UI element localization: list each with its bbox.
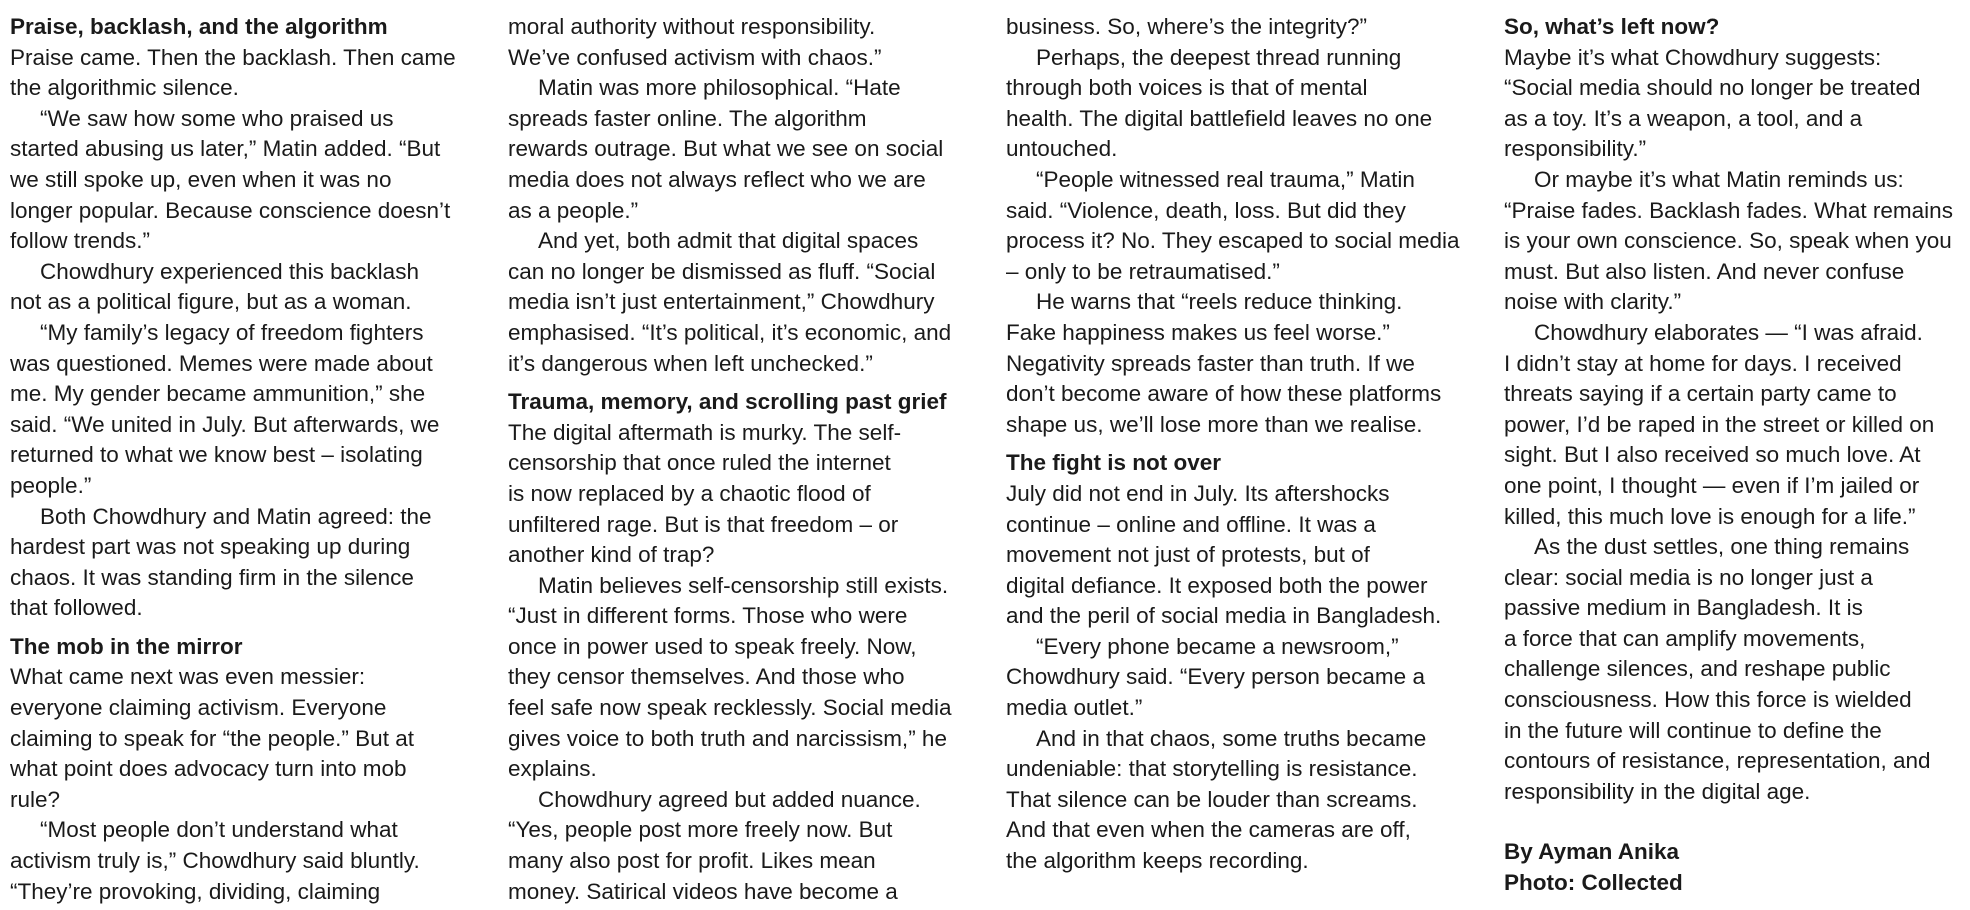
photo-credit: Photo: Collected xyxy=(1504,870,1683,896)
body-line: in the future will continue to define the xyxy=(1504,717,1882,743)
body-line: digital defiance. It exposed both the power xyxy=(1006,572,1428,598)
paragraph-first-line: And yet, both admit that digital spaces xyxy=(538,228,919,254)
body-line: “They’re provoking, dividing, claiming xyxy=(10,878,381,904)
body-line: consciousness. How this force is wielded xyxy=(1504,687,1912,713)
body-line: And that even when the cameras are off, xyxy=(1006,817,1411,843)
body-line: follow trends.” xyxy=(10,228,151,254)
section-heading: Praise, backlash, and the algorithm xyxy=(10,14,388,39)
body-line: Praise came. Then the backlash. Then came xyxy=(10,44,456,70)
paragraph-first-line: Perhaps, the deepest thread running xyxy=(1036,44,1402,70)
body-line: it’s dangerous when left unchecked.” xyxy=(508,350,873,376)
body-line: many also post for profit. Likes mean xyxy=(508,848,876,874)
body-line: emphasised. “It’s political, it’s economic, and xyxy=(508,319,952,345)
body-line: “Just in different forms. Those who were xyxy=(508,603,908,629)
body-line: moral authority without responsibility. xyxy=(508,14,876,39)
paragraph-first-line: “We saw how some who praised us xyxy=(40,105,394,131)
body-line: started abusing us later,” Matin added. “But xyxy=(10,136,441,162)
body-line: can no longer be dismissed as fluff. “Social xyxy=(508,258,936,284)
paragraph-first-line: Matin was more philosophical. “Hate xyxy=(538,75,901,101)
body-line: media does not always reflect who we are xyxy=(508,166,926,192)
article-column-3 xyxy=(1006,12,1481,877)
body-line: July did not end in July. Its aftershocks xyxy=(1006,480,1390,506)
body-line: The digital aftermath is murky. The self- xyxy=(508,419,902,445)
body-line: the algorithmic silence. xyxy=(10,75,239,101)
body-line: gives voice to both truth and narcissism,” he xyxy=(508,725,947,751)
body-line: rule? xyxy=(10,786,61,812)
body-line: they censor themselves. And those who xyxy=(508,664,905,690)
body-line: as a people.” xyxy=(508,197,639,223)
body-line: rewards outrage. But what we see on social xyxy=(508,136,944,162)
body-line: Chowdhury said. “Every person became a xyxy=(1006,664,1425,690)
body-line: returned to what we know best – isolating xyxy=(10,442,423,468)
body-line: that followed. xyxy=(10,595,143,621)
body-line: threats saying if a certain party came to xyxy=(1504,381,1897,407)
body-line: “Praise fades. Backlash fades. What remains xyxy=(1504,197,1953,223)
body-line: media outlet.” xyxy=(1006,695,1143,721)
body-line: killed, this much love is enough for a life.” xyxy=(1504,503,1916,529)
body-line: shape us, we’ll lose more than we realise. xyxy=(1006,411,1423,437)
body-line: responsibility.” xyxy=(1504,136,1647,162)
paragraph-first-line: “Most people don’t understand what xyxy=(40,817,398,843)
body-line: chaos. It was standing firm in the silence xyxy=(10,564,414,590)
paragraph-first-line: As the dust settles, one thing remains xyxy=(1534,534,1910,560)
body-line: power, I’d be raped in the street or killed on xyxy=(1504,411,1935,437)
paragraph-first-line: “Every phone became a newsroom,” xyxy=(1036,633,1399,659)
body-line: censorship that once ruled the internet xyxy=(508,450,891,476)
section-heading: The mob in the mirror xyxy=(10,633,243,659)
paragraph-first-line: “My family’s legacy of freedom fighters xyxy=(40,319,424,345)
body-line: passive medium in Bangladesh. It is xyxy=(1504,595,1863,621)
body-line: said. “We united in July. But afterwards, we xyxy=(10,411,440,437)
body-line: a force that can amplify movements, xyxy=(1504,625,1866,651)
section-heading: Trauma, memory, and scrolling past grief xyxy=(508,389,947,415)
body-line: movement not just of protests, but of xyxy=(1006,542,1370,568)
body-line: what point does advocacy turn into mob xyxy=(10,756,407,782)
body-line: as a toy. It’s a weapon, a tool, and a xyxy=(1504,105,1863,131)
body-line: is now replaced by a chaotic flood of xyxy=(508,480,871,506)
body-line: activism truly is,” Chowdhury said bluntly. xyxy=(10,848,420,874)
body-line: challenge silences, and reshape public xyxy=(1504,656,1891,682)
body-line: Negativity spreads faster than truth. If we xyxy=(1006,350,1415,376)
article-column-2 xyxy=(508,12,983,907)
body-line: explains. xyxy=(508,756,597,782)
body-line: claiming to speak for “the people.” But at xyxy=(10,725,414,751)
body-line: “Yes, people post more freely now. But xyxy=(508,817,893,843)
body-line: business. So, where’s the integrity?” xyxy=(1006,14,1368,39)
body-line: not as a political figure, but as a woman. xyxy=(10,289,412,315)
byline: By Ayman Anika xyxy=(1504,839,1680,865)
body-line: money. Satirical videos have become a xyxy=(508,878,898,904)
body-line: continue – online and offline. It was a xyxy=(1006,511,1376,537)
body-line: we still spoke up, even when it was no xyxy=(10,166,392,192)
body-line: is your own conscience. So, speak when you xyxy=(1504,228,1952,254)
body-line: one point, I thought — even if I’m jailed or xyxy=(1504,472,1920,498)
section-heading: So, what’s left now? xyxy=(1504,14,1720,39)
body-line: untouched. xyxy=(1006,136,1118,162)
body-line: “Social media should no longer be treated xyxy=(1504,75,1921,101)
body-line: responsibility in the digital age. xyxy=(1504,778,1811,804)
body-line: said. “Violence, death, loss. But did they xyxy=(1006,197,1406,223)
body-line: That silence can be louder than screams. xyxy=(1006,786,1418,812)
body-line: – only to be retraumatised.” xyxy=(1006,258,1280,284)
body-line: Fake happiness makes us feel worse.” xyxy=(1006,319,1390,345)
body-line: noise with clarity.” xyxy=(1504,289,1682,315)
body-line: contours of resistance, representation, and xyxy=(1504,748,1931,774)
paragraph-first-line: “People witnessed real trauma,” Matin xyxy=(1036,166,1415,192)
body-line: longer popular. Because conscience doesn’t xyxy=(10,197,451,223)
body-line: What came next was even messier: xyxy=(10,664,366,690)
body-line: must. But also listen. And never confuse xyxy=(1504,258,1905,284)
body-line: me. My gender became ammunition,” she xyxy=(10,381,426,407)
body-line: I didn’t stay at home for days. I received xyxy=(1504,350,1902,376)
body-line: the algorithm keeps recording. xyxy=(1006,848,1309,874)
paragraph-first-line: Both Chowdhury and Matin agreed: the xyxy=(40,503,432,529)
paragraph-first-line: Matin believes self-censorship still exists. xyxy=(538,572,949,598)
body-line: sight. But I also received so much love. At xyxy=(1504,442,1921,468)
body-line: once in power used to speak freely. Now, xyxy=(508,633,917,659)
body-line: We’ve confused activism with chaos.” xyxy=(508,44,882,70)
paragraph-first-line: Chowdhury agreed but added nuance. xyxy=(538,786,921,812)
body-line: was questioned. Memes were made about xyxy=(10,350,433,376)
paragraph-first-line: And in that chaos, some truths became xyxy=(1036,725,1427,751)
body-line: unfiltered rage. But is that freedom – or xyxy=(508,511,899,537)
body-line: everyone claiming activism. Everyone xyxy=(10,695,387,721)
paragraph-first-line: Or maybe it’s what Matin reminds us: xyxy=(1534,166,1904,192)
body-line: people.” xyxy=(10,472,92,498)
body-line: through both voices is that of mental xyxy=(1006,75,1368,101)
body-line: Maybe it’s what Chowdhury suggests: xyxy=(1504,44,1882,70)
article-column-1 xyxy=(10,12,485,907)
body-line: clear: social media is no longer just a xyxy=(1504,564,1873,590)
paragraph-first-line: Chowdhury experienced this backlash xyxy=(40,258,419,284)
body-line: health. The digital battlefield leaves no one xyxy=(1006,105,1433,131)
article-page xyxy=(10,12,1970,908)
article-column-4 xyxy=(1504,12,1970,899)
body-line: hardest part was not speaking up during xyxy=(10,534,411,560)
paragraph-first-line: He warns that “reels reduce thinking. xyxy=(1036,289,1403,315)
body-line: spreads faster online. The algorithm xyxy=(508,105,867,131)
body-line: another kind of trap? xyxy=(508,542,715,568)
body-line: don’t become aware of how these platforms xyxy=(1006,381,1442,407)
body-line: feel safe now speak recklessly. Social media xyxy=(508,695,952,721)
body-line: and the peril of social media in Bangladesh. xyxy=(1006,603,1442,629)
section-heading: The fight is not over xyxy=(1006,450,1222,476)
body-line: media isn’t just entertainment,” Chowdhury xyxy=(508,289,935,315)
paragraph-first-line: Chowdhury elaborates — “I was afraid. xyxy=(1534,319,1923,345)
body-line: undeniable: that storytelling is resistance. xyxy=(1006,756,1418,782)
body-line: process it? No. They escaped to social media xyxy=(1006,228,1460,254)
